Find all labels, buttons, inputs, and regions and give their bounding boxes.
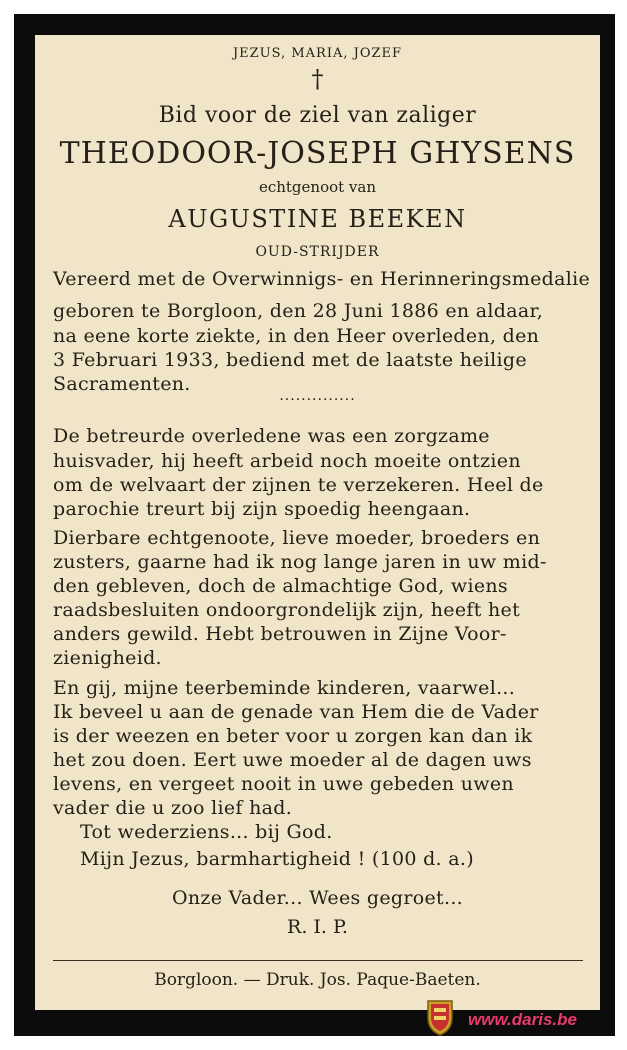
- title: OUD-STRIJDER: [255, 244, 380, 260]
- prayer-intro: Bid voor de ziel van zaliger: [158, 103, 477, 128]
- text-line: Dierbare echtgenoote, lieve moeder, broeders en: [53, 527, 541, 549]
- text-line: Ik beveel u aan de genade van Hem die de Vader: [53, 701, 539, 723]
- closing-prayer: Onze Vader... Wees gegroet...: [171, 887, 464, 909]
- text-line: parochie treurt bij zijn spoedig heengaan.: [53, 498, 471, 520]
- spouse-intro: echtgenoot van: [258, 178, 377, 196]
- divider: [53, 960, 583, 961]
- coat-of-arms-icon: [425, 998, 455, 1036]
- text-line: 3 Februari 1933, bediend met de laatste heilige: [53, 349, 527, 371]
- text-line: is der weezen en beter voor u zorgen kan dan ik: [53, 725, 533, 747]
- text-line: huisvader, hij heeft arbeid noch moeite ontzien: [53, 450, 521, 472]
- watermark-url[interactable]: www.daris.be: [468, 1010, 577, 1029]
- cross-icon: †: [311, 65, 324, 93]
- text-line: Tot wederziens... bij God.: [80, 821, 333, 843]
- text-line: zienigheid.: [53, 647, 162, 669]
- text-line: om de welvaart der zijnen te verzekeren. Heel de: [53, 474, 544, 496]
- text-line: geboren te Borgloon, den 28 Juni 1886 en aldaar,: [53, 300, 544, 322]
- memorial-card: [35, 35, 600, 1010]
- separator: ..............: [279, 388, 356, 404]
- text-line: Sacramenten.: [53, 373, 191, 395]
- text-line: den gebleven, doch de almachtige God, wiens: [53, 575, 508, 597]
- text-line: raadsbesluiten ondoorgrondelijk zijn, heeft het: [53, 599, 521, 621]
- text-line: vader die u zoo lief had.: [53, 797, 293, 819]
- deceased-name: THEODOOR-JOSEPH GHYSENS: [59, 136, 576, 171]
- medal-line: Vereerd met de Overwinnigs- en Herinneringsmedalie: [53, 268, 591, 290]
- invocation: JEZUS, MARIA, JOZEF: [232, 46, 403, 61]
- printer-line: Borgloon. — Druk. Jos. Paque-Baeten.: [154, 970, 481, 990]
- text-line: het zou doen. Eert uwe moeder al de dagen uws: [53, 749, 532, 771]
- text-line: Mijn Jezus, barmhartigheid ! (100 d. a.): [80, 848, 474, 870]
- rip: R. I. P.: [287, 916, 348, 938]
- text-line: levens, en vergeet nooit in uwe gebeden uwen: [53, 773, 514, 795]
- spouse-name: AUGUSTINE BEEKEN: [168, 205, 467, 233]
- text-line: anders gewild. Hebt betrouwen in Zijne Voor-: [53, 623, 507, 645]
- text-line: En gij, mijne teerbeminde kinderen, vaarwel...: [53, 677, 516, 699]
- text-line: zusters, gaarne had ik nog lange jaren in uw mid-: [53, 551, 547, 573]
- text-line: De betreurde overledene was een zorgzame: [53, 425, 490, 447]
- text-line: na eene korte ziekte, in den Heer overleden, den: [53, 325, 540, 347]
